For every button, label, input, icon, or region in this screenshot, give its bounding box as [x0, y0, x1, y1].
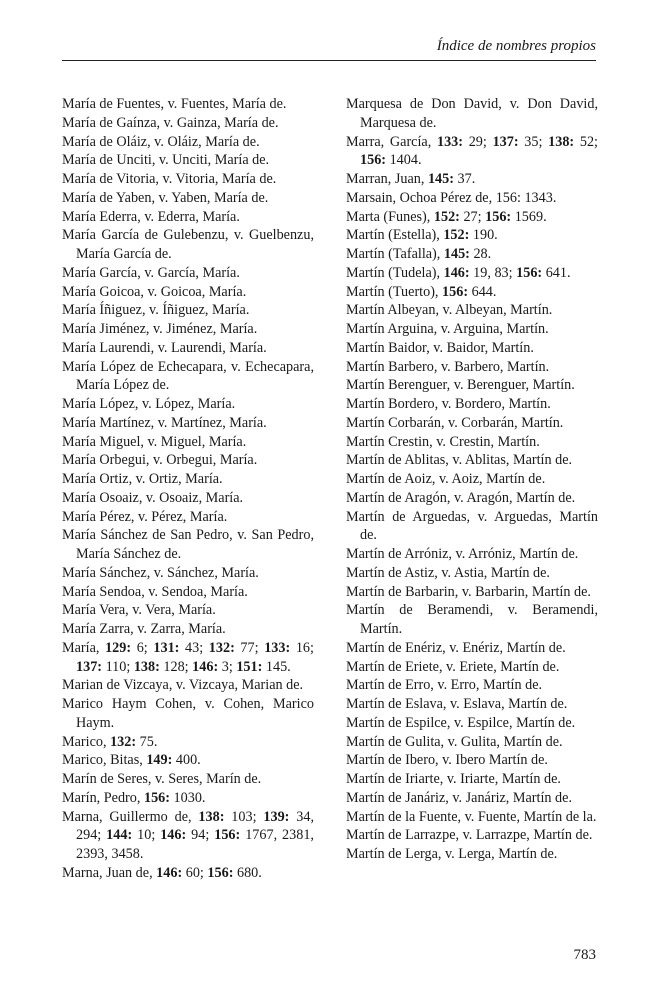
index-entry: Martín de Iriarte, v. Iriarte, Martín de.	[346, 771, 561, 787]
running-header	[62, 38, 596, 61]
index-entry: María Vera, v. Vera, María.	[62, 602, 216, 619]
index-entry: Martín Corbarán, v. Corbarán, Martín.	[346, 414, 564, 431]
index-column-right	[346, 95, 598, 864]
index-entry: María Goicoa, v. Goicoa, María.	[62, 283, 247, 300]
index-entry: Martín Albeyan, v. Albeyan, Martín.	[346, 302, 553, 319]
index-entry: Martín Berenguer, v. Berenguer, Martín.	[346, 377, 575, 394]
index-entry: Martín (Estella), 152: 190.	[346, 227, 498, 244]
index-entry: Marian de Vizcaya, v. Vizcaya, Marian de.	[62, 677, 304, 694]
index-entry: Marico, 132: 75.	[62, 733, 158, 750]
index-entry: Marta (Funes), 152: 27; 156: 1569.	[346, 208, 547, 225]
index-entry: Marico, Bitas, 149: 400.	[62, 752, 201, 769]
index-entry: María Ortiz, v. Ortiz, María.	[62, 471, 223, 487]
index-entry: María de Oláiz, v. Oláiz, María de.	[62, 133, 260, 150]
index-entry: María Osoaiz, v. Osoaiz, María.	[62, 489, 244, 506]
index-entry: María de Gaínza, v. Gainza, María de.	[62, 114, 279, 131]
index-entry: Martín de Eslava, v. Eslava, Martín de.	[346, 696, 568, 712]
index-entry: Martín de la Fuente, v. Fuente, Martín de la.	[346, 808, 597, 825]
header-title: Índice de nombres propios	[436, 38, 596, 54]
index-entry: Marsain, Ochoa Pérez de, 156: 1343.	[346, 189, 557, 206]
index-entry: Martín de Arróniz, v. Arróniz, Martín de.	[346, 546, 579, 562]
index-entry: Martín de Aragón, v. Aragón, Martín de.	[346, 489, 576, 506]
index-entry: María Sánchez de San Pedro, v. San Pedro, María Sánchez de.	[62, 527, 314, 562]
index-entry: María de Yaben, v. Yaben, María de.	[62, 189, 269, 206]
index-entry: María, 129: 6; 131: 43; 132: 77; 133: 16; 137: 110; 138: 128; 146: 3; 151: 145.	[62, 639, 314, 675]
index-entry: María Martínez, v. Martínez, María.	[62, 414, 267, 431]
index-entry: Martín de Ibero, v. Ibero Martín de.	[346, 752, 548, 769]
index-entry: Martín de Beramendi, v. Beramendi, Martín.	[346, 602, 598, 637]
index-entry: María Ederra, v. Ederra, María.	[62, 208, 240, 225]
index-entry: Martín de Barbarin, v. Barbarin, Martín de.	[346, 583, 591, 600]
index-entry: María de Vitoria, v. Vitoria, María de.	[62, 171, 277, 187]
index-entry: María García, v. García, María.	[62, 264, 240, 281]
index-entry: María Jiménez, v. Jiménez, María.	[62, 321, 258, 337]
index-entry: Martín Arguina, v. Arguina, Martín.	[346, 321, 549, 337]
index-entry: Martín de Eriete, v. Eriete, Martín de.	[346, 658, 560, 675]
index-entry: Martín de Enériz, v. Enériz, Martín de.	[346, 639, 566, 656]
index-entry: Martín de Ablitas, v. Ablitas, Martín de.	[346, 452, 573, 469]
index-entry: Martín de Larrazpe, v. Larrazpe, Martín de.	[346, 827, 593, 844]
index-entry: Martín de Arguedas, v. Arguedas, Martín de.	[346, 508, 598, 544]
index-entry: Martín Crestin, v. Crestin, Martín.	[346, 433, 540, 450]
index-entry: Martín de Lerga, v. Lerga, Martín de.	[346, 846, 558, 862]
index-entry: Martín de Gulita, v. Gulita, Martín de.	[346, 733, 563, 750]
index-entry: Martín de Astiz, v. Astia, Martín de.	[346, 564, 550, 581]
index-entry: María López, v. López, María.	[62, 396, 236, 412]
index-entry: María Sendoa, v. Sendoa, María.	[62, 583, 248, 600]
index-entry: Martín de Erro, v. Erro, Martín de.	[346, 677, 543, 694]
index-entry: Martín de Espilce, v. Espilce, Martín de.	[346, 714, 576, 731]
index-entry: Marna, Guillermo de, 138: 103; 139: 34, 294; 144: 10; 146: 94; 156: 1767, 2381, 2393, 3458.	[62, 808, 315, 862]
index-entry: María García de Gulebenzu, v. Guelbenzu, María García de.	[62, 227, 314, 262]
index-entry: María Íñiguez, v. Íñiguez, María.	[62, 302, 250, 319]
index-entry: Martín Baidor, v. Baidor, Martín.	[346, 339, 534, 356]
index-entry: Marín, Pedro, 156: 1030.	[62, 789, 206, 806]
index-entry: María Zarra, v. Zarra, María.	[62, 621, 226, 637]
index-entry: María de Fuentes, v. Fuentes, María de.	[62, 96, 287, 112]
index-entry: María de Unciti, v. Unciti, María de.	[62, 152, 270, 169]
index-entry: Martín de Aoiz, v. Aoiz, Martín de.	[346, 471, 546, 487]
index-entry: Martín (Tafalla), 145: 28.	[346, 246, 492, 262]
index-entry: María Miguel, v. Miguel, María.	[62, 433, 247, 450]
index-entry: María López de Echecapara, v. Echecapara, María López de.	[62, 358, 314, 394]
index-entry: María Laurendi, v. Laurendi, María.	[62, 339, 267, 356]
index-entry: Marna, Juan de, 146: 60; 156: 680.	[62, 864, 262, 881]
index-column-left	[62, 95, 314, 883]
index-entry: Martín Bordero, v. Bordero, Martín.	[346, 396, 551, 412]
index-entry: María Pérez, v. Pérez, María.	[62, 508, 228, 525]
index-entry: Marín de Seres, v. Seres, Marín de.	[62, 771, 262, 787]
index-entry: Marran, Juan, 145: 37.	[346, 171, 476, 187]
index-entry: Marico Haym Cohen, v. Cohen, Marico Haym.	[62, 696, 314, 731]
index-entry: Martín de Janáriz, v. Janáriz, Martín de.	[346, 789, 572, 806]
index-entry: Marra, García, 133: 29; 137: 35; 138: 52; 156: 1404.	[346, 133, 598, 169]
index-entry: María Orbegui, v. Orbegui, María.	[62, 452, 258, 469]
index-entry: Marquesa de Don David, v. Don David, Marquesa de.	[346, 96, 598, 131]
index-entry: Martín (Tuerto), 156: 644.	[346, 283, 497, 300]
index-entry: Martín Barbero, v. Barbero, Martín.	[346, 358, 550, 375]
index-entry: Martín (Tudela), 146: 19, 83; 156: 641.	[346, 264, 571, 281]
page-number: 783	[573, 947, 596, 963]
index-entry: María Sánchez, v. Sánchez, María.	[62, 564, 259, 581]
